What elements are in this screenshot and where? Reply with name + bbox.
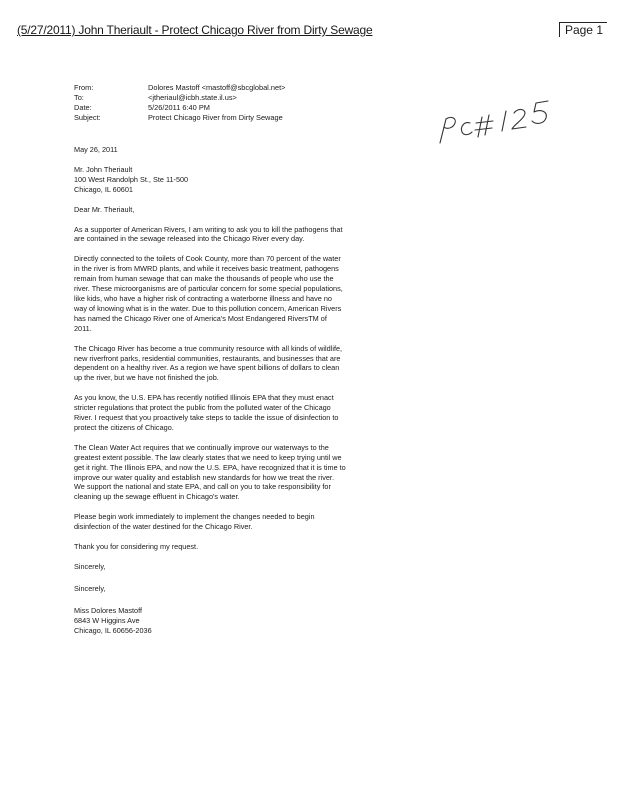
handwritten-stamp bbox=[436, 97, 566, 147]
salutation: Dear Mr. Theriault, bbox=[74, 204, 135, 214]
paragraph: As you know, the U.S. EPA has recently notified Illinois EPA that they must enact stricter regulations that protect the public from the polluted water of the Chicago River. I request that you proactively take steps to tackle the issue of disinfection to protect the citizens of Chicago. bbox=[74, 393, 339, 432]
paragraph: Thank you for considering my request. bbox=[74, 542, 199, 552]
address-line: Chicago, IL 60601 bbox=[74, 184, 133, 194]
paragraph: Please begin work immediately to implement the changes needed to begin disinfection of the water destined for the Chicago River. bbox=[74, 512, 315, 532]
meta-value: Dolores Mastoff <mastoff@sbcglobal.net> bbox=[148, 83, 286, 92]
meta-value: <jtheriaul@icbh.state.il.us> bbox=[148, 93, 237, 102]
paragraph: The Clean Water Act requires that we continually improve our waterways to the greatest extent possible. The law clearly states that we need to keep trying until we get it right. The Illinois EPA, and now the U.S. EPA, have recognized that it is time to improve our water quality and establish new standards for how we treat the river. We support the national and state EPA, and call on you to take responsibility for cleaning up the sewage effluent in Chicago's water. bbox=[74, 442, 346, 502]
address-line: Mr. John Theriault bbox=[74, 164, 133, 174]
signature-line: 6843 W Higgins Ave bbox=[74, 615, 140, 625]
meta-key: Date: bbox=[74, 103, 92, 112]
signature-block bbox=[74, 606, 346, 636]
closing: Sincerely, bbox=[74, 562, 106, 571]
letter-date: May 26, 2011 bbox=[74, 145, 118, 154]
page-number: Page 1 bbox=[559, 22, 607, 37]
signature-line: Chicago, IL 60656-2036 bbox=[74, 625, 152, 635]
signature-line: Miss Dolores Mastoff bbox=[74, 605, 142, 615]
meta-key: To: bbox=[74, 93, 84, 102]
paragraph: The Chicago River has become a true community resource with all kinds of wildlife, new riverfront parks, residential communities, restaurants, and businesses that are dependent on a healthy river. As a region we have spent billions of dollars to clean up the river, but we have not finished the job. bbox=[74, 343, 343, 383]
address-line: 100 West Randolph St., Ste 11-500 bbox=[74, 174, 189, 184]
meta-key: Subject: bbox=[74, 113, 101, 122]
paragraph: Directly connected to the toilets of Cook County, more than 70 percent of the water in the river is from MWRD plants, and while it receives basic treatment, pathogens remain from human sewage that can make the thousands of people who use the river. These microorganisms are of particular concern for some special populations, like kids, who have a higher risk of contracting a waterborne illness and have no way of knowing what is in the water. Due to this pollution concern, American Rivers has named the Chicago River one of America's Most Endangered RiversTM of 2011. bbox=[74, 254, 343, 333]
recipient-address bbox=[74, 165, 346, 195]
paragraph: As a supporter of American Rivers, I am writing to ask you to kill the pathogens that are contained in the sewage released into the Chicago River every day. bbox=[74, 224, 343, 244]
email-title: (5/27/2011) John Theriault - Protect Chicago River from Dirty Sewage bbox=[17, 23, 373, 37]
page-header bbox=[17, 24, 607, 39]
closing: Sincerely, bbox=[74, 583, 106, 593]
meta-value: Protect Chicago River from Dirty Sewage bbox=[148, 113, 283, 122]
meta-value: 5/26/2011 6:40 PM bbox=[148, 103, 210, 112]
meta-key: From: bbox=[74, 83, 94, 92]
letter-body bbox=[74, 145, 346, 636]
